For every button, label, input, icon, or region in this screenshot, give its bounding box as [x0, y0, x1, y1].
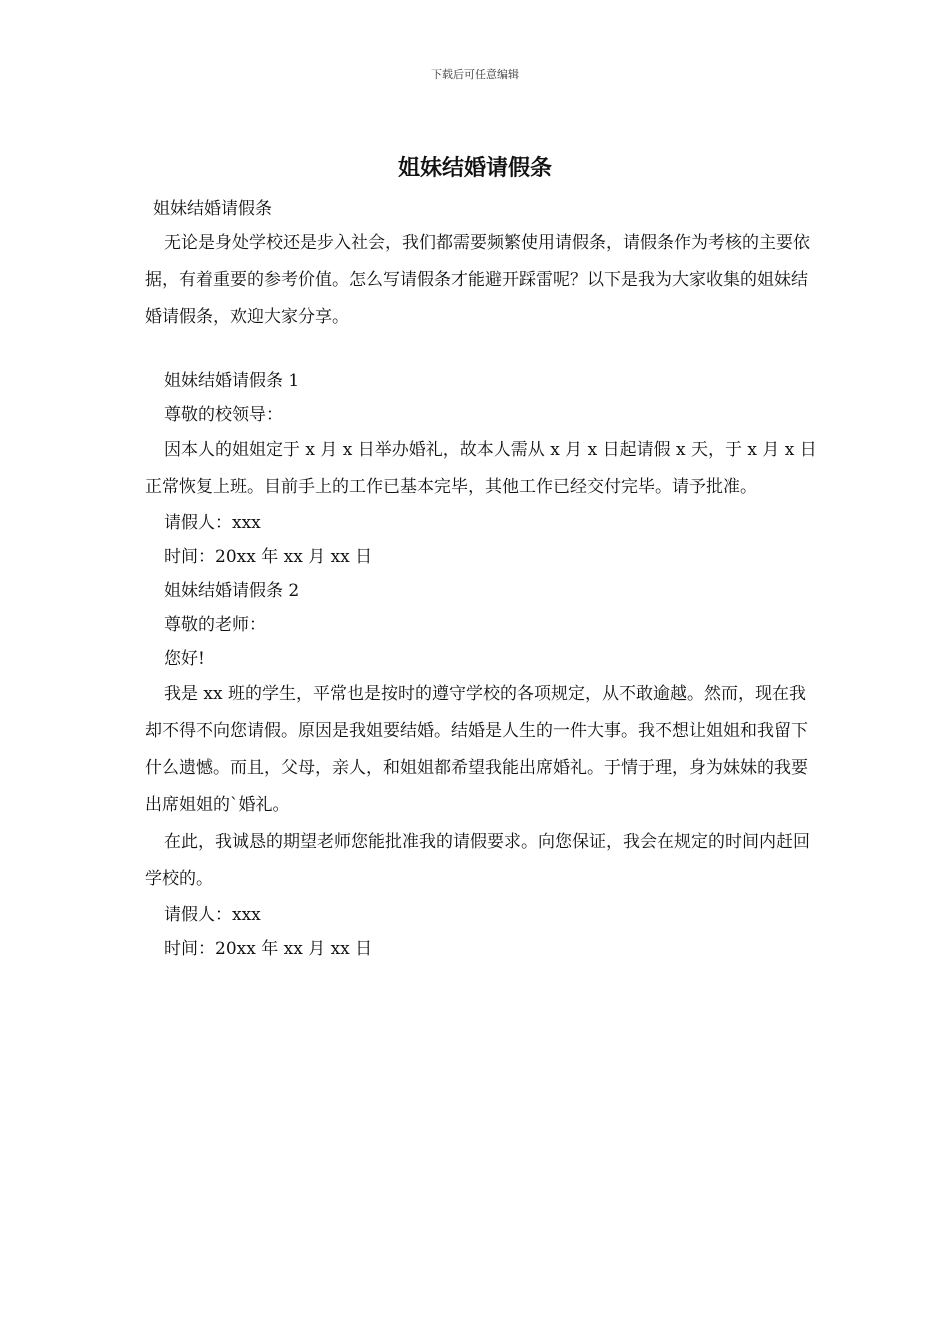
section2-salutation: 尊敬的老师： — [164, 615, 266, 635]
document-subtitle: 姐妹结婚请假条 — [153, 199, 272, 219]
section2-applicant: 请假人：xxx — [164, 905, 261, 925]
document-body — [145, 196, 820, 966]
section2-body2: 在此，我诚恳的期望老师您能批准我的请假要求。向您保证，我会在规定的时间内赶回学校的。 — [145, 832, 810, 889]
section2-heading: 姐妹结婚请假条 2 — [164, 581, 300, 601]
intro-paragraph: 无论是身处学校还是步入社会，我们都需要频繁使用请假条，请假条作为考核的主要依据，有着重要的参考价值。怎么写请假条才能避开踩雷呢？以下是我为大家收集的姐妹结婚请假条，欢迎大家分享。 — [145, 233, 810, 327]
section1-heading: 姐妹结婚请假条 1 — [164, 371, 300, 391]
section1-body: 因本人的姐姐定于 x 月 x 日举办婚礼，故本人需从 x 月 x 日起请假 x 天，于 x 月 x 日正常恢复上班。目前手上的工作已基本完毕，其他工作已经交付完毕。请予批准。 — [145, 440, 817, 497]
section2-greeting: 您好! — [164, 649, 205, 669]
section1-applicant: 请假人：xxx — [164, 513, 261, 533]
section-spacer — [145, 336, 820, 364]
document-title: 姐妹结婚请假条 — [397, 155, 552, 181]
header-note: 下载后可任意编辑 — [431, 68, 519, 81]
section2-date: 时间：20xx 年 xx 月 xx 日 — [164, 939, 373, 959]
section2-body1: 我是 xx 班的学生，平常也是按时的遵守学校的各项规定，从不敢逾越。然而，现在我却不得不向您请假。原因是我姐要结婚。结婚是人生的一件大事。我不想让姐姐和我留下什么遗憾。而且，父母，亲人，和姐姐都希望我能出席婚礼。于情于理，身为妹妹的我要出席姐姐的`婚礼。 — [145, 684, 808, 815]
section1-date: 时间：20xx 年 xx 月 xx 日 — [164, 547, 373, 567]
section1-salutation: 尊敬的校领导： — [164, 405, 283, 425]
